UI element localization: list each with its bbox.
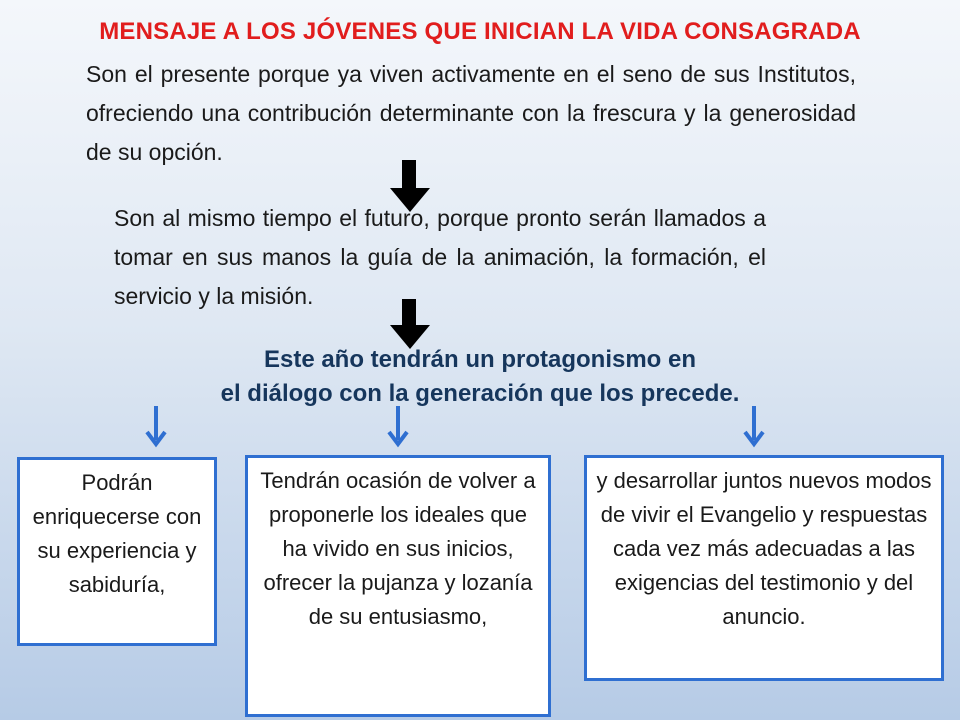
paragraph-future: Son al mismo tiempo el futuro, porque pronto serán llamados a tomar en sus manos la guía de la animación, la formación, el servicio y la misión. bbox=[114, 205, 766, 309]
blue-down-arrow-icon-3 bbox=[742, 404, 766, 448]
subtitle-line-1: Este año tendrán un protagonismo en bbox=[263, 346, 697, 373]
subtitle bbox=[0, 343, 960, 411]
subtitle-line-2: el diálogo con la generación que los precede. bbox=[220, 380, 740, 407]
box-gospel: y desarrollar juntos nuevos modos de vivir el Evangelio y respuestas cada vez más adecuadas a las exigencias del testimonio y del anuncio. bbox=[584, 455, 944, 681]
paragraph-present: Son el presente porque ya viven activamente en el seno de sus Institutos, ofreciendo una contribución determinante con la frescura y la generosidad de su opción. bbox=[86, 61, 856, 165]
box-experience: Podrán enriquecerse con su experiencia y sabiduría, bbox=[17, 457, 217, 646]
box-ideals: Tendrán ocasión de volver a proponerle los ideales que ha vivido en sus inicios, ofrecer la pujanza y lozanía de su entusiasmo, bbox=[245, 455, 551, 717]
blue-down-arrow-icon-1 bbox=[144, 404, 168, 448]
down-arrow-icon-2 bbox=[388, 299, 432, 349]
blue-down-arrow-icon-2 bbox=[386, 404, 410, 448]
page-title: MENSAJE A LOS JÓVENES QUE INICIAN LA VIDA CONSAGRADA bbox=[99, 18, 861, 45]
